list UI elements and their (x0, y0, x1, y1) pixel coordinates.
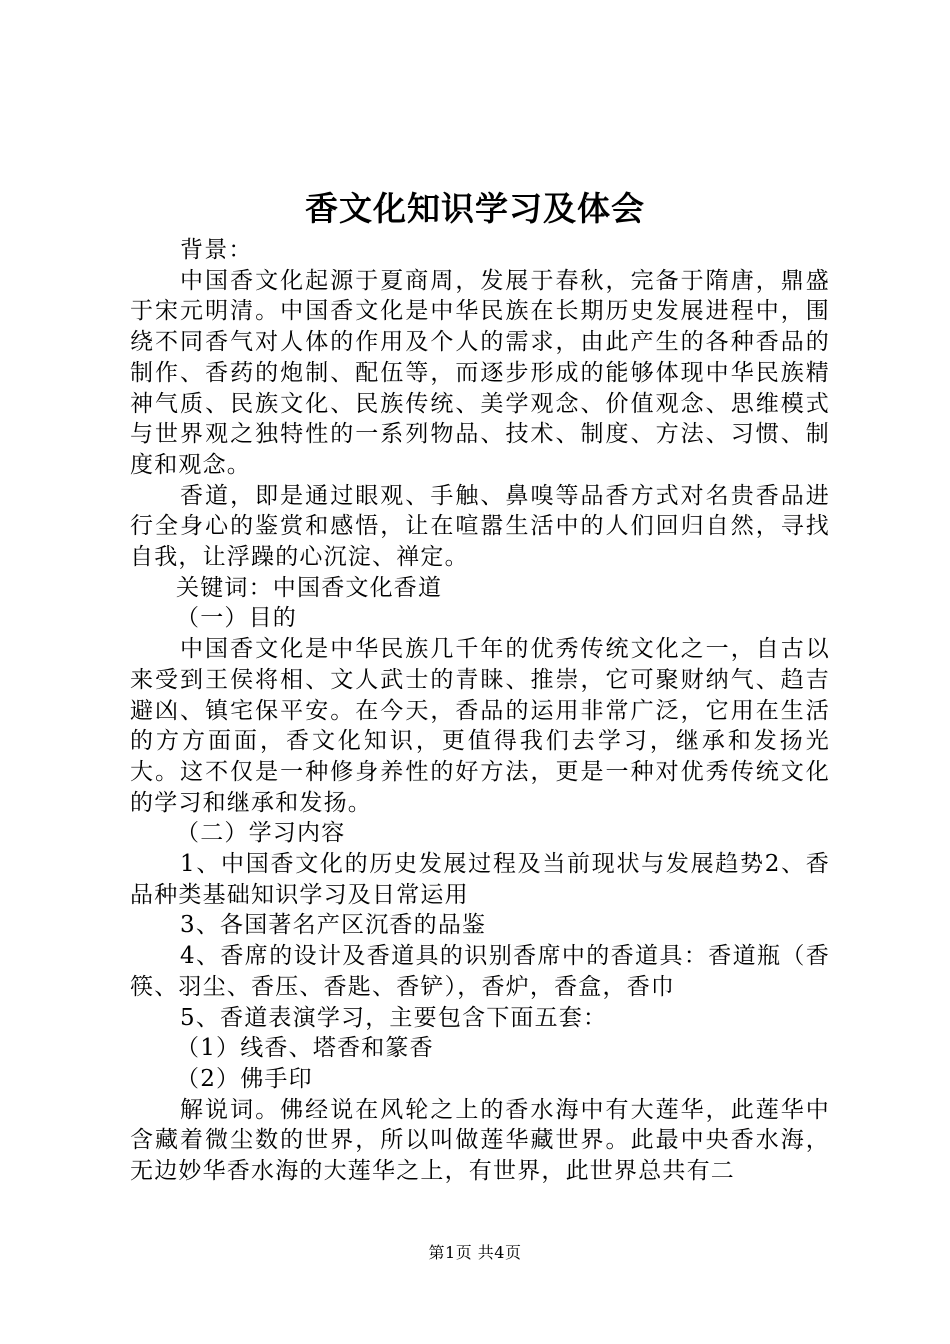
document-body (130, 235, 830, 1187)
list-item-1: 1、中国香文化的历史发展过程及当前现状与发展趋势2、香品种类基础知识学习及日常运用 (130, 851, 830, 908)
sub-item-1: （1）线香、塔香和篆香 (176, 1035, 434, 1062)
list-item-5: 5、香道表演学习，主要包含下面五套： (180, 1004, 608, 1031)
paragraph-background-label: 背景： (180, 237, 253, 263)
document-title: 香文化知识学习及体会 (305, 189, 645, 228)
paragraph-background-text: 中国香文化起源于夏商周，发展于春秋，完备于隋唐，鼎盛于宋元明清。中国香文化是中华民族在长期历史发展进程中，围绕不同香气对人体的作用及个人的需求，由此产生的各种香品的制作、香药的炮制、配伍等，而逐步形成的能够体现中华民族精神气质、民族文化、民族传统、美学观念、价值观念、思维模式与世界观之独特性的一系列物品、技术、制度、方法、习惯、制度和观念。 (130, 267, 830, 478)
list-item-4: 4、香席的设计及香道具的识别香席中的香道具：香道瓶（香筷、羽尘、香压、香匙、香铲），香炉，香盒，香巾 (130, 943, 830, 1000)
list-item-3: 3、各国著名产区沉香的品鉴 (180, 912, 487, 939)
sub-item-2: （2）佛手印 (176, 1065, 313, 1092)
paragraph-commentary: 解说词。佛经说在风轮之上的香水海中有大莲华，此莲华中含藏着微尘数的世界，所以叫做莲华藏世界。此最中央香水海，无边妙华香水海的大莲华之上，有世界，此世界总共有二 (130, 1096, 830, 1185)
paragraph-purpose-text: 中国香文化是中华民族几千年的优秀传统文化之一，自古以来受到王侯将相、文人武士的青睐、推崇，它可聚财纳气、趋吉避凶、镇宅保平安。在今天，香品的运用非常广泛，它用在生活的方方面面，香文化知识，更值得我们去学习，继承和发扬光大。这不仅是一种修身养性的好方法，更是一种对优秀传统文化的学习和继承和发扬。 (130, 636, 830, 816)
paragraph-incense-way: 香道，即是通过眼观、手触、鼻嗅等品香方式对名贵香品进行全身心的鉴赏和感悟，让在喧嚣生活中的人们回归自然，寻找自我，让浮躁的心沉淀、禅定。 (130, 482, 830, 571)
paragraph-keywords: 关键词：中国香文化香道 (176, 574, 443, 601)
page-footer: 第1页 共4页 (428, 1243, 522, 1262)
section-heading-content: （二）学习内容 (176, 820, 346, 847)
section-heading-purpose: （一）目的 (176, 605, 297, 632)
